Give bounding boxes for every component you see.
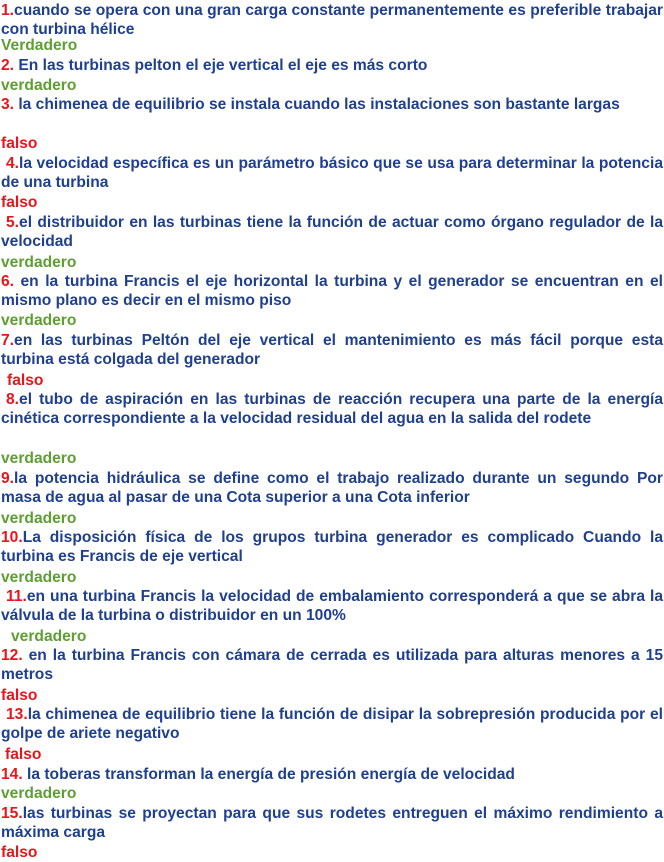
question-number: 12. (1, 647, 23, 664)
answer-15: falso (1, 844, 38, 861)
question-number: 3. (1, 96, 15, 113)
question-3 (1, 95, 663, 114)
question-number: 7. (1, 332, 15, 349)
question-number: 1. (1, 2, 15, 19)
question-text: la toberas transforman la energía de presión energía de velocidad (22, 766, 515, 783)
answer-7: falso (7, 372, 44, 389)
question-number: 5. (6, 214, 20, 231)
question-text: en las turbinas Peltón del eje vertical el mantenimiento es más fácil porque esta turbina está colgada del generador (1, 332, 663, 369)
question-number: 13. (6, 706, 28, 723)
answer-10: verdadero (1, 569, 77, 586)
question-text: en la turbina Francis con cámara de cerrada es utilizada para alturas menores a 15 metros (1, 647, 663, 684)
question-text: La disposición física de los grupos turbina generador es complicado Cuando la turbina es Francis de eje vertical (1, 529, 663, 566)
answer-4: falso (1, 194, 38, 211)
question-text: el distribuidor en las turbinas tiene la función de actuar como órgano regulador de la velocidad (1, 214, 663, 251)
answer-8: verdadero (1, 450, 77, 467)
answer-5: verdadero (1, 254, 77, 271)
question-number: 4. (6, 155, 20, 172)
question-9 (1, 469, 663, 508)
question-number: 11. (6, 588, 27, 605)
answer-9: verdadero (1, 510, 77, 527)
question-14 (1, 765, 663, 784)
answer-3: falso (1, 135, 38, 152)
question-7 (1, 331, 663, 370)
question-number: 9. (1, 470, 15, 487)
question-number: 10. (1, 529, 23, 546)
question-10 (1, 528, 663, 567)
answer-11: verdadero (11, 628, 87, 645)
question-8 (1, 390, 663, 429)
question-12 (1, 646, 663, 685)
answer-14: verdadero (1, 785, 77, 802)
answer-2: verdadero (1, 77, 77, 94)
question-6 (1, 272, 663, 311)
answer-13: falso (5, 746, 42, 763)
question-1 (1, 1, 663, 40)
question-text: la potencia hidráulica se define como el trabajo realizado durante un segundo Por masa de agua al pasar de una Cota superior a una Cota inferior (1, 470, 663, 507)
answer-1: Verdadero (1, 37, 78, 54)
question-number: 8. (6, 391, 20, 408)
question-text: en la turbina Francis el eje horizontal la turbina y el generador se encuentran en el mismo plano es decir en el mismo piso (1, 273, 663, 310)
question-text: el tubo de aspiración en las turbinas de reacción recupera una parte de la energía cinética correspondiente a la velocidad residual del agua en la salida del rodete (1, 391, 663, 428)
question-4 (1, 154, 663, 193)
question-text: las turbinas se proyectan para que sus rodetes entreguen el máximo rendimiento a máxima carga (1, 805, 663, 842)
question-11 (1, 587, 663, 626)
question-2 (1, 56, 663, 75)
answer-6: verdadero (1, 312, 77, 329)
question-text: En las turbinas pelton el eje vertical el eje es más corto (14, 57, 428, 74)
question-number: 14. (1, 766, 23, 783)
question-number: 6. (1, 273, 15, 290)
question-number: 15. (1, 805, 23, 822)
question-15 (1, 804, 663, 843)
question-text: cuando se opera con una gran carga constante permanentemente es preferible trabajar con turbina hélice (1, 2, 663, 39)
answer-12: falso (1, 687, 38, 704)
question-13 (1, 705, 663, 744)
question-text: la chimenea de equilibrio se instala cuando las instalaciones son bastante largas (14, 96, 620, 113)
question-text: la velocidad específica es un parámetro básico que se usa para determinar la potencia de una turbina (1, 155, 663, 192)
question-text: en una turbina Francis la velocidad de embalamiento corresponderá a que se abra la válvula de la turbina o distribuidor en un 100% (1, 588, 663, 625)
question-5 (1, 213, 663, 252)
question-number: 2. (1, 57, 15, 74)
question-text: la chimenea de equilibrio tiene la función de disipar la sobrepresión producida por el golpe de ariete negativo (1, 706, 663, 743)
